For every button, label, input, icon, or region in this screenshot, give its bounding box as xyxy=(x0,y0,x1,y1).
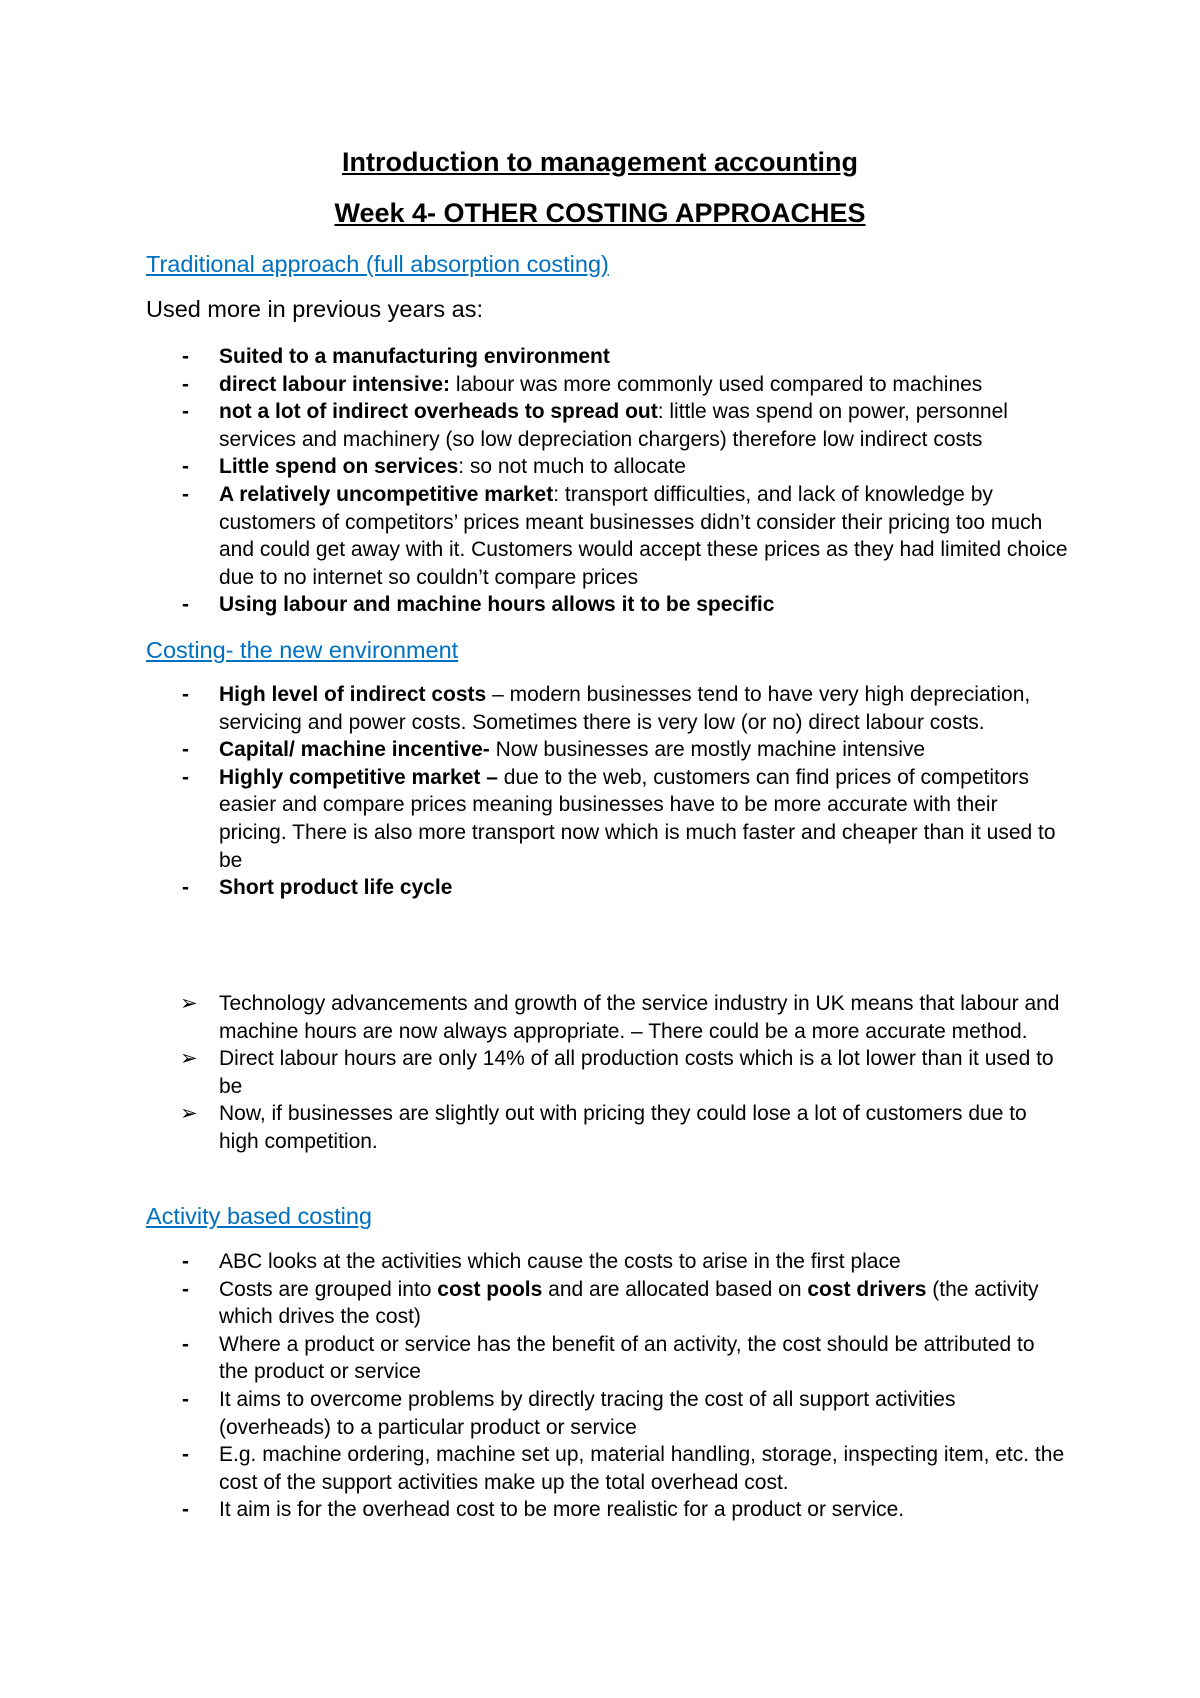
item-bold-text: High level of indirect costs xyxy=(219,683,487,706)
dash-marker: - xyxy=(182,765,189,789)
dash-marker: - xyxy=(182,1387,189,1411)
arrow-list-item xyxy=(0,990,1200,1045)
item-text: It aim is for the overhead cost to be more realistic for a product or service. xyxy=(219,1498,905,1522)
item-text: : little was spend on power, personnel services and machinery (so low depreciation chargers) therefore low indirect costs xyxy=(219,400,1008,451)
item-text: Costs are grouped into xyxy=(219,1277,438,1301)
list-item xyxy=(0,398,1200,453)
item-text: : so not much to allocate xyxy=(458,455,686,479)
list-item xyxy=(0,453,1200,481)
section-intro: Used more in previous years as: xyxy=(146,296,483,322)
dash-marker: - xyxy=(182,372,189,396)
list-item xyxy=(0,681,1200,736)
list-item xyxy=(0,1386,1200,1441)
item-text: ABC looks at the activities which cause the costs to arise in the first place xyxy=(219,1250,901,1273)
item-bold-text: cost drivers xyxy=(807,1277,927,1301)
arrow-bullet-icon: ➢ xyxy=(180,1047,198,1071)
dash-marker: - xyxy=(182,455,189,479)
section-heading-new-environment: Costing- the new environment xyxy=(146,637,459,663)
arrow-list-item xyxy=(0,1045,1200,1100)
list-item xyxy=(0,874,1200,902)
item-bold-text: cost pools xyxy=(437,1277,543,1301)
list-item xyxy=(0,481,1200,591)
item-bold-text: Using labour and machine hours allows it to be specific xyxy=(219,593,775,617)
new-environment-list xyxy=(0,681,1200,902)
dash-marker: - xyxy=(182,1332,189,1356)
section-heading-traditional: Traditional approach (full absorption costing) xyxy=(146,251,609,277)
list-item xyxy=(0,1331,1200,1386)
item-text: E.g. machine ordering, machine set up, material handling, storage, inspecting item, etc. the cost of the support activities make up the total overhead cost. xyxy=(219,1443,1065,1494)
item-text: Direct labour hours are only 14% of all production costs which is a lot lower than it used to be xyxy=(219,1047,1054,1098)
activity-based-costing-list xyxy=(0,1248,1200,1524)
arrow-bullet-icon: ➢ xyxy=(180,1102,198,1126)
dash-marker: - xyxy=(182,683,189,706)
list-item xyxy=(0,1441,1200,1496)
section-heading-activity-based-costing: Activity based costing xyxy=(146,1203,372,1229)
arrow-bullet-icon: ➢ xyxy=(180,992,198,1015)
item-text: It aims to overcome problems by directly tracing the cost of all support activities (overheads) to a particular product or service xyxy=(219,1387,956,1439)
item-text: Now businesses are mostly machine intensive xyxy=(489,738,926,762)
item-bold-text: Capital/ machine incentive- xyxy=(219,738,490,762)
dash-marker: - xyxy=(182,593,189,617)
list-item xyxy=(0,736,1200,764)
item-bold-text: direct labour intensive: xyxy=(219,372,451,396)
traditional-list xyxy=(0,343,1200,619)
item-bold-text: A relatively uncompetitive market xyxy=(219,482,554,506)
item-text: labour was more commonly used compared to machines xyxy=(450,372,983,396)
dash-marker: - xyxy=(182,1443,189,1467)
item-bold-text: Suited to a manufacturing environment xyxy=(219,345,610,368)
item-bold-text: Little spend on services xyxy=(219,455,459,479)
dash-marker: - xyxy=(182,1250,189,1273)
list-item xyxy=(0,1496,1200,1524)
list-item xyxy=(0,1276,1200,1331)
dash-marker: - xyxy=(182,482,189,506)
dash-marker: - xyxy=(182,400,189,424)
item-bold-text: Short product life cycle xyxy=(219,876,453,900)
dash-marker: - xyxy=(182,876,189,900)
dash-marker: - xyxy=(182,1498,189,1522)
arrow-list-item xyxy=(0,1100,1200,1155)
arrow-list xyxy=(0,990,1200,1156)
item-text: due to the web, customers can find prices of competitors easier and compare prices meaning businesses have to be more accurate with their pricing. There is also more transport now which is much faster and cheaper than it used to be xyxy=(219,765,1056,872)
list-item xyxy=(0,1248,1200,1276)
item-text: : transport difficulties, and lack of knowledge by customers of competitors’ prices meant businesses didn’t consider their pricing too much and could get away with it. Customers would accept these prices as they had limited choice due to no internet so couldn’t compare prices xyxy=(219,482,1068,589)
item-text: and are allocated based on xyxy=(542,1277,808,1301)
item-text: Where a product or service has the benefit of an activity, the cost should be attributed to the product or service xyxy=(219,1332,1035,1384)
list-item xyxy=(0,343,1200,371)
dash-marker: - xyxy=(182,345,189,368)
document-title: Introduction to management accounting xyxy=(341,147,858,177)
document-subtitle: Week 4- OTHER COSTING APPROACHES xyxy=(334,198,866,228)
dash-marker: - xyxy=(182,1277,189,1301)
item-bold-text: Highly competitive market – xyxy=(219,765,498,789)
list-item xyxy=(0,764,1200,874)
item-text: – modern businesses tend to have very high depreciation, servicing and power costs. Sometimes there is very low (or no) direct labour costs. xyxy=(219,683,1031,734)
item-bold-text: not a lot of indirect overheads to spread out xyxy=(219,400,658,424)
list-item xyxy=(0,591,1200,619)
item-text: Now, if businesses are slightly out with pricing they could lose a lot of customers due to high competition. xyxy=(219,1102,1027,1153)
list-item xyxy=(0,371,1200,399)
dash-marker: - xyxy=(182,738,189,762)
item-text: Technology advancements and growth of the service industry in UK means that labour and machine hours are now always appropriate. – There could be a more accurate method. xyxy=(219,992,1060,1043)
item-text: (the activity which drives the cost) xyxy=(219,1277,1039,1329)
